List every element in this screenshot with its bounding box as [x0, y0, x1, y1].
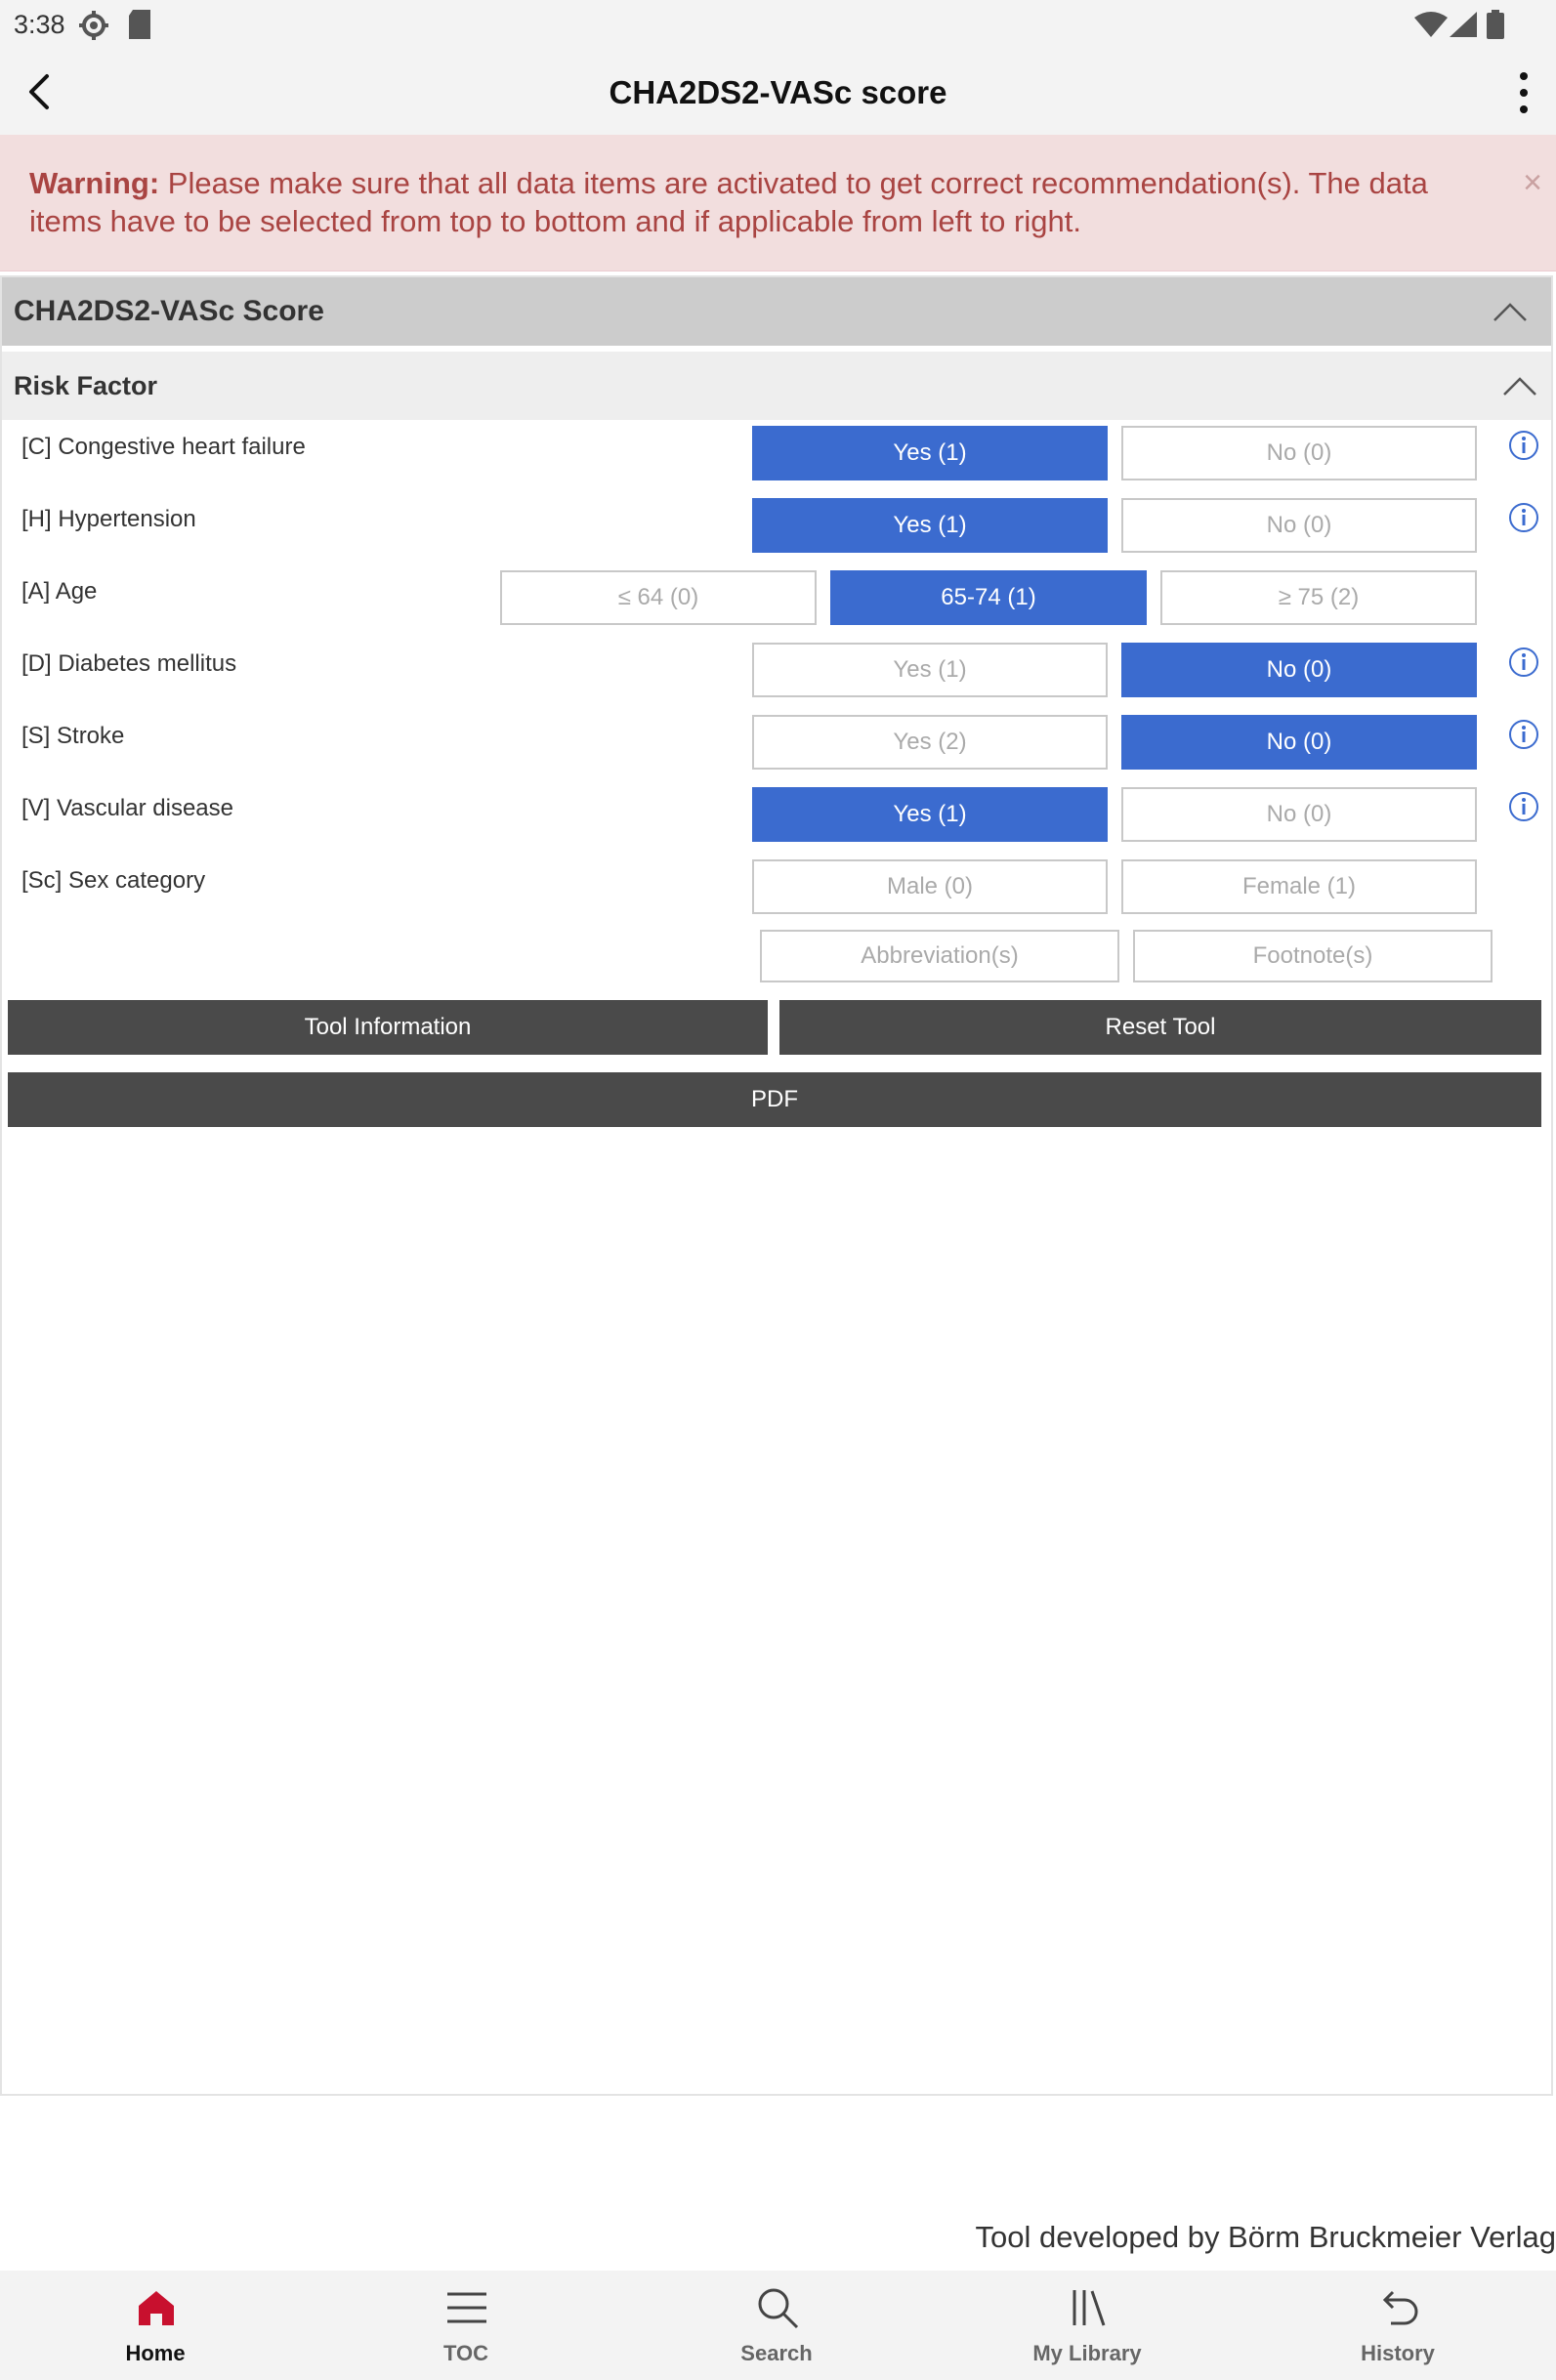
warning-text: [29, 164, 1475, 240]
score-panel: [0, 275, 1553, 2096]
chevron-up-icon[interactable]: [1502, 375, 1537, 398]
option-age-75[interactable]: ≥ 75 (2): [1160, 570, 1477, 625]
option-chf-no[interactable]: No (0): [1121, 426, 1477, 480]
reset-tool-button[interactable]: Reset Tool: [779, 1000, 1541, 1055]
more-vert-icon[interactable]: [1509, 68, 1538, 117]
option-diabetes-yes[interactable]: Yes (1): [752, 643, 1108, 697]
battery-icon: [1487, 10, 1504, 39]
info-icon[interactable]: [1508, 502, 1539, 533]
footnotes-button[interactable]: Footnote(s): [1133, 930, 1493, 982]
row-label-vascular-disease: [V] Vascular disease: [21, 795, 233, 821]
abbreviations-button[interactable]: Abbreviation(s): [760, 930, 1119, 982]
row-label-congestive-heart-failure: [C] Congestive heart failure: [21, 434, 306, 460]
app-bar: [0, 49, 1556, 135]
pdf-button[interactable]: PDF: [8, 1072, 1541, 1127]
nav-search[interactable]: [621, 2271, 932, 2380]
option-stroke-no[interactable]: No (0): [1121, 715, 1477, 770]
nav-label: History: [1361, 2341, 1435, 2365]
option-sex-female[interactable]: Female (1): [1121, 859, 1477, 914]
option-chf-yes[interactable]: Yes (1): [752, 426, 1108, 480]
info-icon[interactable]: [1508, 647, 1539, 678]
history-icon: [1377, 2286, 1420, 2329]
nav-label: Home: [125, 2341, 186, 2365]
bottom-navigation: [0, 2271, 1556, 2380]
warning-alert: [0, 135, 1556, 271]
info-icon[interactable]: [1508, 430, 1539, 461]
status-bar: [0, 0, 1556, 49]
info-icon[interactable]: [1508, 719, 1539, 750]
option-hypertension-yes[interactable]: Yes (1): [752, 498, 1108, 553]
nav-label: Search: [740, 2341, 813, 2365]
chevron-up-icon[interactable]: [1493, 301, 1528, 324]
option-stroke-yes[interactable]: Yes (2): [752, 715, 1108, 770]
warning-message: Please make sure that all data items are activated to get correct recommendation(s). The data items have to be selected from top to bottom and if applicable from left to right.: [29, 166, 1428, 238]
search-icon: [756, 2286, 799, 2329]
option-age-64[interactable]: ≤ 64 (0): [500, 570, 817, 625]
option-hypertension-no[interactable]: No (0): [1121, 498, 1477, 553]
warning-label: Warning:: [29, 166, 160, 200]
risk-factor-header[interactable]: [2, 352, 1551, 420]
option-sex-male[interactable]: Male (0): [752, 859, 1108, 914]
home-icon: [135, 2286, 178, 2329]
status-time: 3:38: [14, 10, 65, 39]
row-label-sex-category: [Sc] Sex category: [21, 867, 206, 894]
row-label-hypertension: [H] Hypertension: [21, 506, 196, 532]
row-label-age: [A] Age: [21, 578, 98, 605]
settings-gear-icon: [78, 10, 109, 41]
library-icon: [1067, 2286, 1110, 2329]
sd-card-icon: [127, 10, 152, 39]
tool-information-button[interactable]: Tool Information: [8, 1000, 768, 1055]
nav-toc[interactable]: [311, 2271, 621, 2380]
row-label-diabetes: [D] Diabetes mellitus: [21, 650, 237, 677]
section-title: Risk Factor: [14, 371, 158, 400]
option-vascular-yes[interactable]: Yes (1): [752, 787, 1108, 842]
nav-label: TOC: [442, 2341, 489, 2365]
row-label-stroke: [S] Stroke: [21, 723, 125, 749]
cell-signal-icon: [1450, 12, 1477, 37]
nav-label: My Library: [1032, 2341, 1142, 2365]
panel-header[interactable]: [2, 277, 1551, 346]
option-diabetes-no[interactable]: No (0): [1121, 643, 1477, 697]
info-icon[interactable]: [1508, 791, 1539, 822]
developer-note: Tool developed by Börm Bruckmeier Verlag: [975, 2220, 1556, 2254]
wifi-icon: [1414, 12, 1448, 37]
option-age-65-74[interactable]: 65-74 (1): [830, 570, 1147, 625]
nav-my-library[interactable]: [932, 2271, 1242, 2380]
option-vascular-no[interactable]: No (0): [1121, 787, 1477, 842]
nav-home[interactable]: [0, 2271, 311, 2380]
close-icon[interactable]: ×: [1523, 164, 1542, 201]
menu-icon: [445, 2286, 488, 2329]
panel-title: CHA2DS2-VASc Score: [14, 295, 324, 327]
page-title: CHA2DS2-VASc score: [609, 74, 947, 110]
nav-history[interactable]: [1242, 2271, 1553, 2380]
